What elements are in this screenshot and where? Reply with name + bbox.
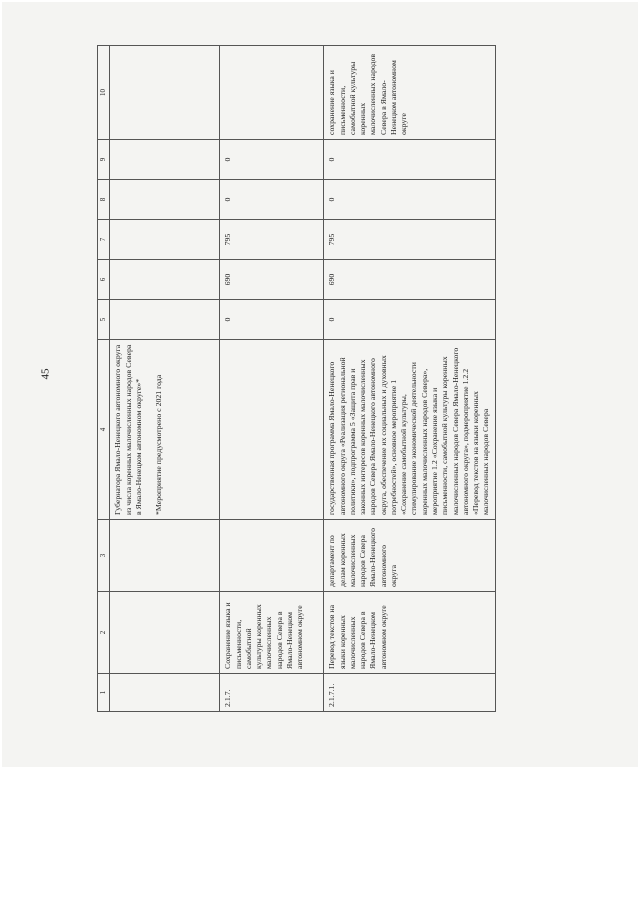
value-cell: 795 <box>324 220 496 260</box>
value-cell <box>110 260 220 300</box>
header-cell: 6 <box>98 260 110 300</box>
table-row <box>220 46 324 712</box>
executor-cell: департамент по делам коренных малочисленных народов Севера Ямало-Ненецкого автономного округа <box>324 520 496 592</box>
row-number-cell: 2.1.7.1. <box>324 674 496 712</box>
value-cell: 795 <box>220 220 324 260</box>
header-cell: 10 <box>98 46 110 140</box>
table-row <box>110 46 220 712</box>
value-cell <box>110 220 220 260</box>
header-cell: 3 <box>98 520 110 592</box>
name-cell: Перевод текстов на языки коренных малочисленных народов Севера в Ямало-Ненецком автономном округе <box>324 592 496 674</box>
row-number-cell: 2.1.7. <box>220 674 324 712</box>
program-cell <box>220 340 324 520</box>
value-cell: 0 <box>324 180 496 220</box>
header-cell: 8 <box>98 180 110 220</box>
value-cell: 0 <box>220 300 324 340</box>
result-cell: сохранение языка и письменности, самобытной культуры коренных малочисленных народов Севера в Ямало-Ненецком автономном округе <box>324 46 496 140</box>
value-cell <box>110 180 220 220</box>
row-number-cell <box>110 674 220 712</box>
executor-cell <box>220 520 324 592</box>
header-cell: 7 <box>98 220 110 260</box>
header-row <box>98 46 110 712</box>
name-cell <box>110 592 220 674</box>
executor-cell <box>110 520 220 592</box>
header-cell: 5 <box>98 300 110 340</box>
value-cell: 0 <box>324 300 496 340</box>
value-cell <box>110 300 220 340</box>
header-cell: 9 <box>98 140 110 180</box>
program-cell: Губернатора Ямало-Ненецкого автономного округа из числа коренных малочисленных народов Севера в Ямало-Ненецком автономном округе»* *Мероприятие предусмотрено с 2021 года <box>110 340 220 520</box>
name-cell: Сохранение языка и письменности, самобытной культуры коренных малочисленных народов Севера в Ямало-Ненецком автономном округе <box>220 592 324 674</box>
landscape-table-wrapper <box>97 46 613 712</box>
result-cell <box>220 46 324 140</box>
program-table <box>97 45 496 712</box>
value-cell: 690 <box>324 260 496 300</box>
program-cell: государственная программа Ямало-Ненецкого автономного округа «Реализация региональной политики», подпрограмма 5 «Защита прав и законных интересов коренных малочисленных народов Севера Ямало-Ненецкого автономного округа, обеспечение их социальных и духовных потребностей», основное мероприятие 1 «Сохранение самобытной культуры, стимулирование экономической деятельности коренных малочисленных народов Севера», мероприятие 1.2 «Сохранение языка и письменности, самобытной культуры коренных малочисленных народов Севера Ямало-Ненецкого автономного округа», подмероприятие 1.2.2 «Перевод текстов на языки коренных малочисленных народов Севера <box>324 340 496 520</box>
page-number: 45 <box>39 368 52 380</box>
value-cell: 0 <box>220 140 324 180</box>
header-cell: 1 <box>98 674 110 712</box>
value-cell: 0 <box>220 180 324 220</box>
value-cell: 0 <box>324 140 496 180</box>
result-cell <box>110 46 220 140</box>
table-row <box>324 46 496 712</box>
value-cell <box>110 140 220 180</box>
header-cell: 4 <box>98 340 110 520</box>
header-cell: 2 <box>98 592 110 674</box>
value-cell: 690 <box>220 260 324 300</box>
